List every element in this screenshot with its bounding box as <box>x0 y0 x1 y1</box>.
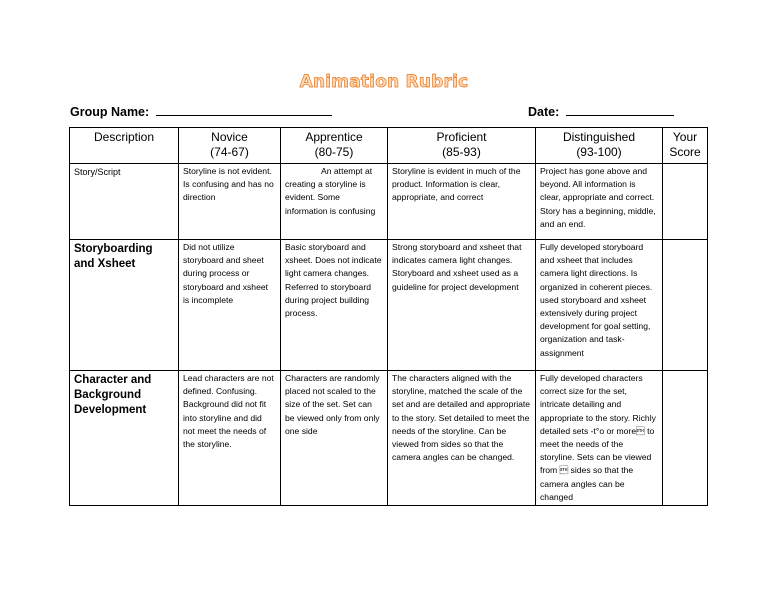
header-your-score: Your Score <box>663 128 708 164</box>
cell-apprentice: Basic storyboard and xsheet. Does not indicate light camera changes. Referred to storyboard during project building process. <box>281 240 388 371</box>
row-criterion: Storyboarding and Xsheet <box>70 240 179 371</box>
header-novice: Novice (74-67) <box>179 128 281 164</box>
cell-novice: Did not utilize storyboard and sheet during process or storyboard and xsheet is incomplete <box>179 240 281 371</box>
cell-distinguished: Project has gone above and beyond. All information is clear, appropriate and correct. Story has a beginning, middle, and an end. <box>536 164 663 240</box>
cell-proficient: Strong storyboard and xsheet that indicates camera light changes. Storyboard and xsheet used as a guideline for project development <box>388 240 536 371</box>
header-apprentice: Apprentice (80-75) <box>281 128 388 164</box>
group-name-blank <box>156 104 332 116</box>
date-blank <box>566 104 674 116</box>
cell-distinguished: Fully developed storyboard and xsheet that includes camera light directions. Is organized in coherent pieces. used storyboard and xsheet extensively during project development for goal setting, organization and task-assignment <box>536 240 663 371</box>
header-row <box>70 128 708 164</box>
header-distinguished: Distinguished (93-100) <box>536 128 663 164</box>
rubric-table <box>69 127 708 506</box>
header-proficient: Proficient (85-93) <box>388 128 536 164</box>
table-row <box>70 164 708 240</box>
group-name-label: Group Name: <box>70 105 150 119</box>
table-row <box>70 240 708 371</box>
date-label: Date: <box>528 105 560 119</box>
cell-score[interactable] <box>663 371 708 506</box>
table-row <box>70 371 708 506</box>
row-criterion: Story/Script <box>70 164 179 240</box>
cell-proficient: Storyline is evident in much of the product. Information is clear, appropriate, and correct <box>388 164 536 240</box>
cell-novice: Storyline is not evident. Is confusing and has no direction <box>179 164 281 240</box>
cell-score[interactable] <box>663 164 708 240</box>
date-field <box>528 104 674 119</box>
cell-score[interactable] <box>663 240 708 371</box>
cell-proficient: The characters aligned with the storyline, matched the scale of the set and are detailed and appropriate to the story. Set detailed to meet the needs of the storyline. Can be viewed from sides so that the camera angles can be changed. <box>388 371 536 506</box>
row-criterion: Character and Background Development <box>70 371 179 506</box>
cell-apprentice: An attempt at creating a storyline is evident. Some information is confusing <box>281 164 388 240</box>
cell-distinguished: Fully developed characters correct size for the set, intricate detailing and appropriate to the story. Richly detailed sets -t°o or more to meet the needs of the storyline. Sets can be viewed from  sides so that the camera angles can be changed <box>536 371 663 506</box>
header-description: Description <box>70 128 179 164</box>
cell-apprentice: Characters are randomly placed not scaled to the size of the set. Set can be viewed only from only one side <box>281 371 388 506</box>
group-name-field <box>70 104 332 119</box>
cell-novice: Lead characters are not defined. Confusing. Background did not fit into storyline and did not meet the needs of the storyline. <box>179 371 281 506</box>
page-title: Animation Rubric <box>299 72 469 92</box>
